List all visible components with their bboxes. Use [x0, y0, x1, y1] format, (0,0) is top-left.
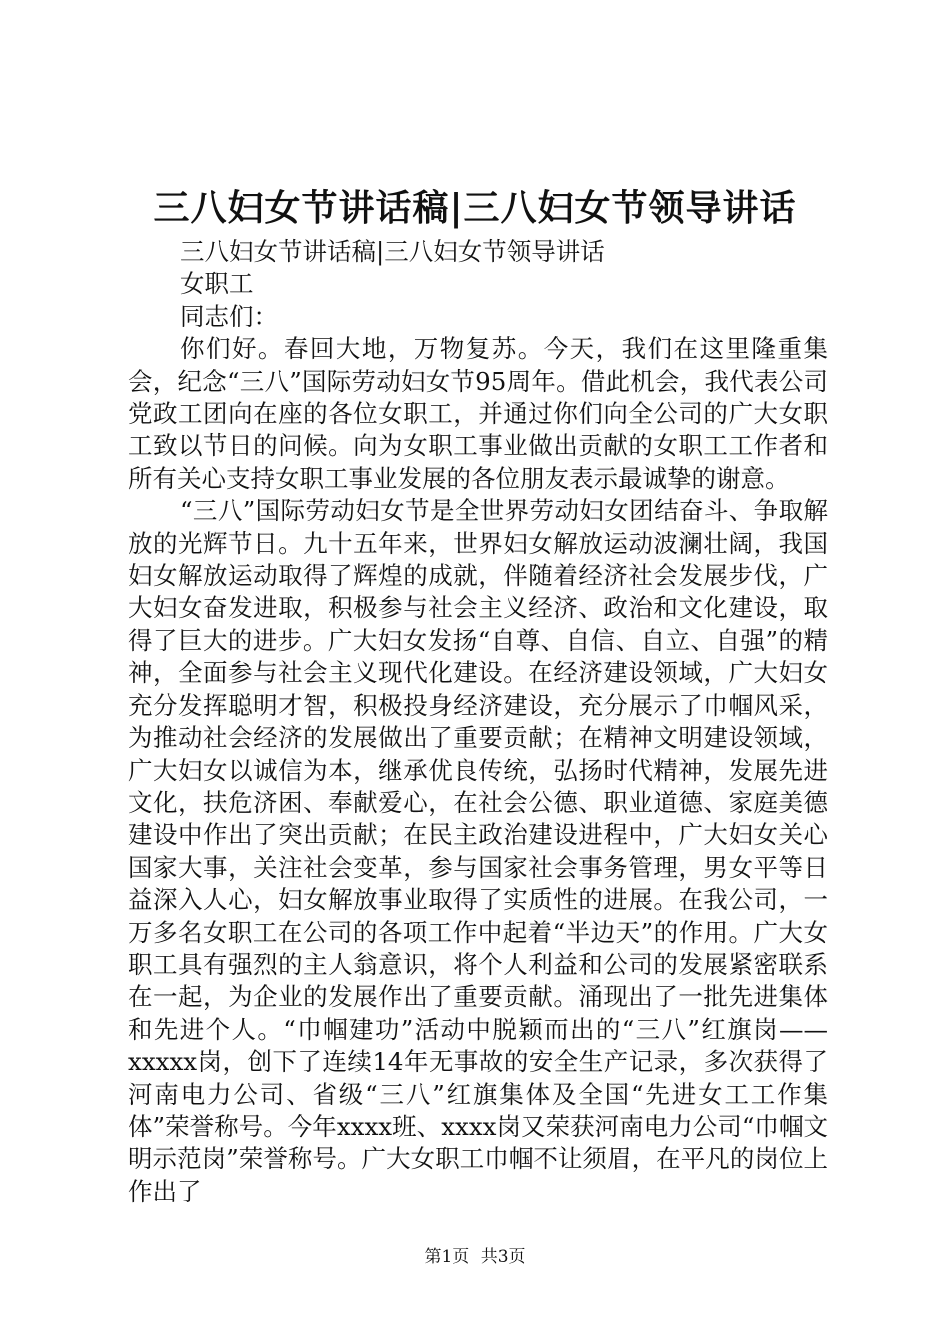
salutation-paragraph: 同志们： [180, 301, 278, 331]
page-total: 共3页 [480, 1247, 526, 1267]
document-body [128, 236, 828, 1208]
body-paragraph: 你们好。春回大地，万物复苏。今天，我们在这里隆重集会，纪念“三八”国际劳动妇女节95周年。借此机会，我代表公司党政工团向在座的各位女职工，并通过你们向全公司的广大女职工致以节日的问候。向为女职工事业做出贡献的女职工工作者和所有关心支持女职工事业发展的各位朋友表示最诚挚的谢意。 [128, 334, 828, 493]
page-footer [0, 1242, 950, 1267]
page-number: 第1页 [424, 1247, 470, 1267]
body-paragraph: “三八”国际劳动妇女节是全世界劳动妇女团结奋斗、争取解放的光辉节日。九十五年来，世界妇女解放运动波澜壮阔，我国妇女解放运动取得了辉煌的成就，伴随着经济社会发展步伐，广大妇女奋发进取，积极参与社会主义经济、政治和文化建设，取得了巨大的进步。广大妇女发扬“自尊、自信、自立、自强”的精神，全面参与社会主义现代化建设。在经济建设领域，广大妇女充分发挥聪明才智，积极投身经济建设，充分展示了巾帼风采，为推动社会经济的发展做出了重要贡献；在精神文明建设领域，广大妇女以诚信为本，继承优良传统，弘扬时代精神，发展先进文化，扶危济困、奉献爱心，在社会公德、职业道德、家庭美德建设中作出了突出贡献；在民主政治建设进程中，广大妇女关心国家大事，关注社会变革，参与国家社会事务管理，男女平等日益深入人心，妇女解放事业取得了实质性的进展。在我公司，一万多名女职工在公司的各项工作中起着“半边天”的作用。广大女职工具有强烈的主人翁意识，将个人利益和公司的发展紧密联系在一起，为企业的发展作出了重要贡献。涌现出了一批先进集体和先进个人。“巾帼建功”活动中脱颖而出的“三八”红旗岗——xxxxx岗，创下了连续14年无事故的安全生产记录，多次获得了河南电力公司、省级“三八”红旗集体及全国“先进女工工作集体”荣誉称号。今年xxxx班、xxxx岗又荣获河南电力公司“巾帼文明示范岗”荣誉称号。广大女职工巾帼不让须眉，在平凡的岗位上作出了 [128, 496, 828, 1206]
subtitle-paragraph: 三八妇女节讲话稿|三八妇女节领导讲话 [180, 237, 605, 266]
recipient-paragraph: 女职工 [180, 269, 254, 299]
document-title: 三八妇女节讲话稿|三八妇女节领导讲话 [153, 187, 797, 229]
